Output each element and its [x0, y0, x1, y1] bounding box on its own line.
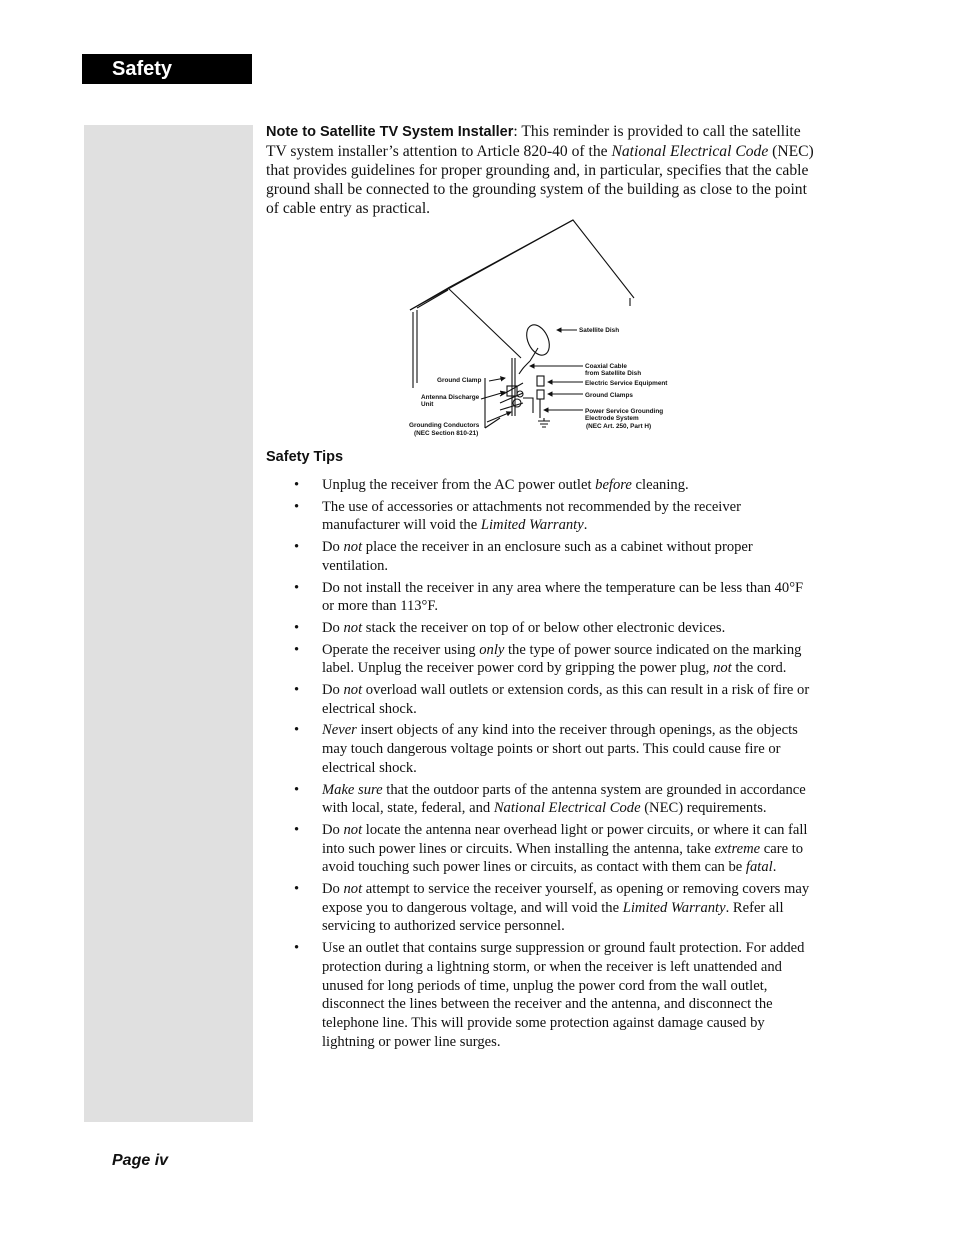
bullet-marker: •: [294, 682, 300, 699]
label-ground-clamps: Ground Clamps: [585, 392, 633, 399]
safety-tip-item: [266, 821, 818, 877]
tip-text: Do: [322, 619, 344, 636]
emphasis-text: not: [343, 821, 363, 838]
emphasis-text: not: [343, 539, 363, 556]
emphasis-text: Never: [322, 722, 357, 739]
ground-rod-icon: [538, 418, 550, 427]
tip-text: that the outdoor parts of the antenna system are grounded in accordance with local, state, federal, and: [322, 781, 806, 817]
bullet-marker: •: [294, 641, 300, 658]
emphasis-text: fatal: [745, 859, 773, 876]
safety-tip-item: [266, 476, 818, 495]
emphasis-text: extreme: [714, 840, 761, 857]
bullet-marker: •: [294, 781, 300, 798]
tip-text: locate the antenna near overhead light or power circuits, or where it can fall into such power lines or circuits. When installing the antenna, take: [322, 821, 808, 857]
emphasis-text: Make sure: [322, 781, 383, 798]
tip-text: care to avoid touching such power lines or circuits, as contact with them can be: [322, 840, 804, 876]
safety-tip-item: [266, 681, 818, 718]
house-roof: [410, 220, 634, 310]
label-coax-line1: Coaxial Cable: [585, 363, 627, 370]
emphasis-text: only: [479, 641, 505, 658]
label-power-grounding-line2: Electrode System: [585, 415, 639, 422]
bullet-marker: •: [294, 539, 300, 556]
label-antenna-discharge-line1: Antenna Discharge: [421, 394, 480, 401]
emphasis-text: National Electrical Code: [493, 800, 641, 817]
installer-note-body-1: : This reminder is provided to call the satellite TV system installer’s attention to Article 820-40 of the: [266, 123, 801, 160]
safety-tip-item: [266, 781, 818, 818]
installer-note-text: [266, 122, 818, 218]
tip-text: the type of power source indicated on the marking label. Unplug the receiver power cord by gripping the power plug,: [322, 641, 802, 677]
safety-tip-item: [266, 619, 818, 638]
tip-text: .: [583, 517, 588, 534]
safety-tips-heading: Safety Tips: [266, 449, 344, 465]
safety-tips-list: [266, 476, 818, 1054]
page-number: Page iv: [112, 1152, 169, 1169]
safety-tip-item: [266, 880, 818, 936]
side-margin-panel: [84, 125, 253, 1122]
tip-text: insert objects of any kind into the receiver through openings, as the objects may touch dangerous voltage points or short out parts. This could cause fire or electrical shock.: [322, 722, 798, 776]
tip-text: cleaning.: [631, 477, 689, 493]
bullet-marker: •: [294, 722, 300, 739]
label-antenna-discharge-line2: Unit: [421, 401, 434, 408]
safety-tip-item: [266, 939, 818, 1051]
installer-note: [266, 122, 818, 218]
safety-tip-item: [266, 641, 818, 678]
bullet-marker: •: [294, 498, 300, 515]
emphasis-text: not: [713, 660, 732, 677]
tip-text: .: [772, 859, 777, 876]
bullet-marker: •: [294, 821, 300, 838]
label-electric-service: Electric Service Equipment: [585, 380, 668, 387]
emphasis-text: not: [343, 881, 363, 898]
emphasis-text: Limited Warranty: [480, 517, 584, 534]
tip-text: Do: [322, 821, 344, 838]
bullet-marker: •: [294, 619, 300, 636]
emphasis-text: Limited Warranty: [622, 899, 726, 916]
bullet-marker: •: [294, 940, 300, 957]
house-roof-front: [410, 288, 521, 358]
section-header: Safety: [82, 54, 252, 84]
tip-text: the cord.: [731, 660, 787, 677]
label-grounding-conductors-line2: (NEC Section 810-21): [414, 430, 479, 437]
tip-text: Operate the receiver using: [322, 641, 480, 658]
safety-tip-item: [266, 498, 818, 535]
satellite-dish-icon: [522, 321, 554, 358]
tip-text: The use of accessories or attachments not recommended by the receiver manufacturer will void the: [322, 498, 741, 534]
label-power-grounding-line3: (NEC Art. 250, Part H): [586, 423, 652, 430]
grounding-diagram: [405, 218, 685, 440]
tip-text: (NEC) requirements.: [640, 800, 767, 817]
tip-text: attempt to service the receiver yourself, as opening or removing covers may expose you to dangerous voltage, and will void the: [322, 881, 810, 916]
tip-text: overload wall outlets or extension cords, as this can result in a risk of fire or electrical shock.: [322, 682, 810, 717]
bullet-marker: •: [294, 579, 300, 596]
label-satellite-dish: Satellite Dish: [579, 327, 620, 334]
tip-text: Do: [322, 539, 344, 556]
tip-text: Unplug the receiver from the AC power outlet: [322, 477, 596, 493]
label-grounding-conductors-line1: Grounding Conductors: [409, 422, 480, 429]
nec-code-name: National Electrical Code: [611, 143, 769, 160]
bullet-marker: •: [294, 477, 300, 493]
installer-note-body-2: (NEC) that provides guidelines for proper grounding and, in particular, specifies that the cable ground shall be connected to the grounding system of the building as close to the point of cable entry as practical.: [266, 143, 814, 217]
safety-tip-item: [266, 538, 818, 575]
tip-text: place the receiver in an enclosure such as a cabinet without proper ventilation.: [322, 539, 753, 574]
tip-text: Do not install the receiver in any area where the temperature can be less than 40°F or more than 113°F.: [322, 579, 804, 615]
emphasis-text: before: [595, 477, 632, 493]
tip-text: Do: [322, 881, 344, 898]
safety-tip-item: [266, 721, 818, 777]
tip-text: Do: [322, 682, 344, 699]
safety-tip-item: [266, 579, 818, 616]
bullet-marker: •: [294, 881, 300, 898]
label-ground-clamp: Ground Clamp: [437, 377, 482, 384]
label-coax-line2: from Satellite Dish: [585, 370, 642, 377]
tip-text: stack the receiver on top of or below other electronic devices.: [362, 619, 726, 636]
emphasis-text: not: [343, 682, 363, 699]
label-power-grounding-line1: Power Service Grounding: [585, 408, 664, 415]
tip-text: . Refer all servicing to authorized service personnel.: [322, 899, 784, 935]
installer-note-lead: Note to Satellite TV System Installer: [266, 124, 514, 140]
electric-service-box-icon: [537, 376, 544, 386]
tip-text: Use an outlet that contains surge suppression or ground fault protection. For added protection during a lightning storm, or when the receiver is left unattended and unused for long periods of time, unplug the power cord from the wall outlet, disconnect the lines between the receiver and the antenna, and disconnect the telephone line. This will provide some protection against damage caused by lightning or power line surges.: [322, 940, 805, 1050]
emphasis-text: not: [343, 619, 363, 636]
